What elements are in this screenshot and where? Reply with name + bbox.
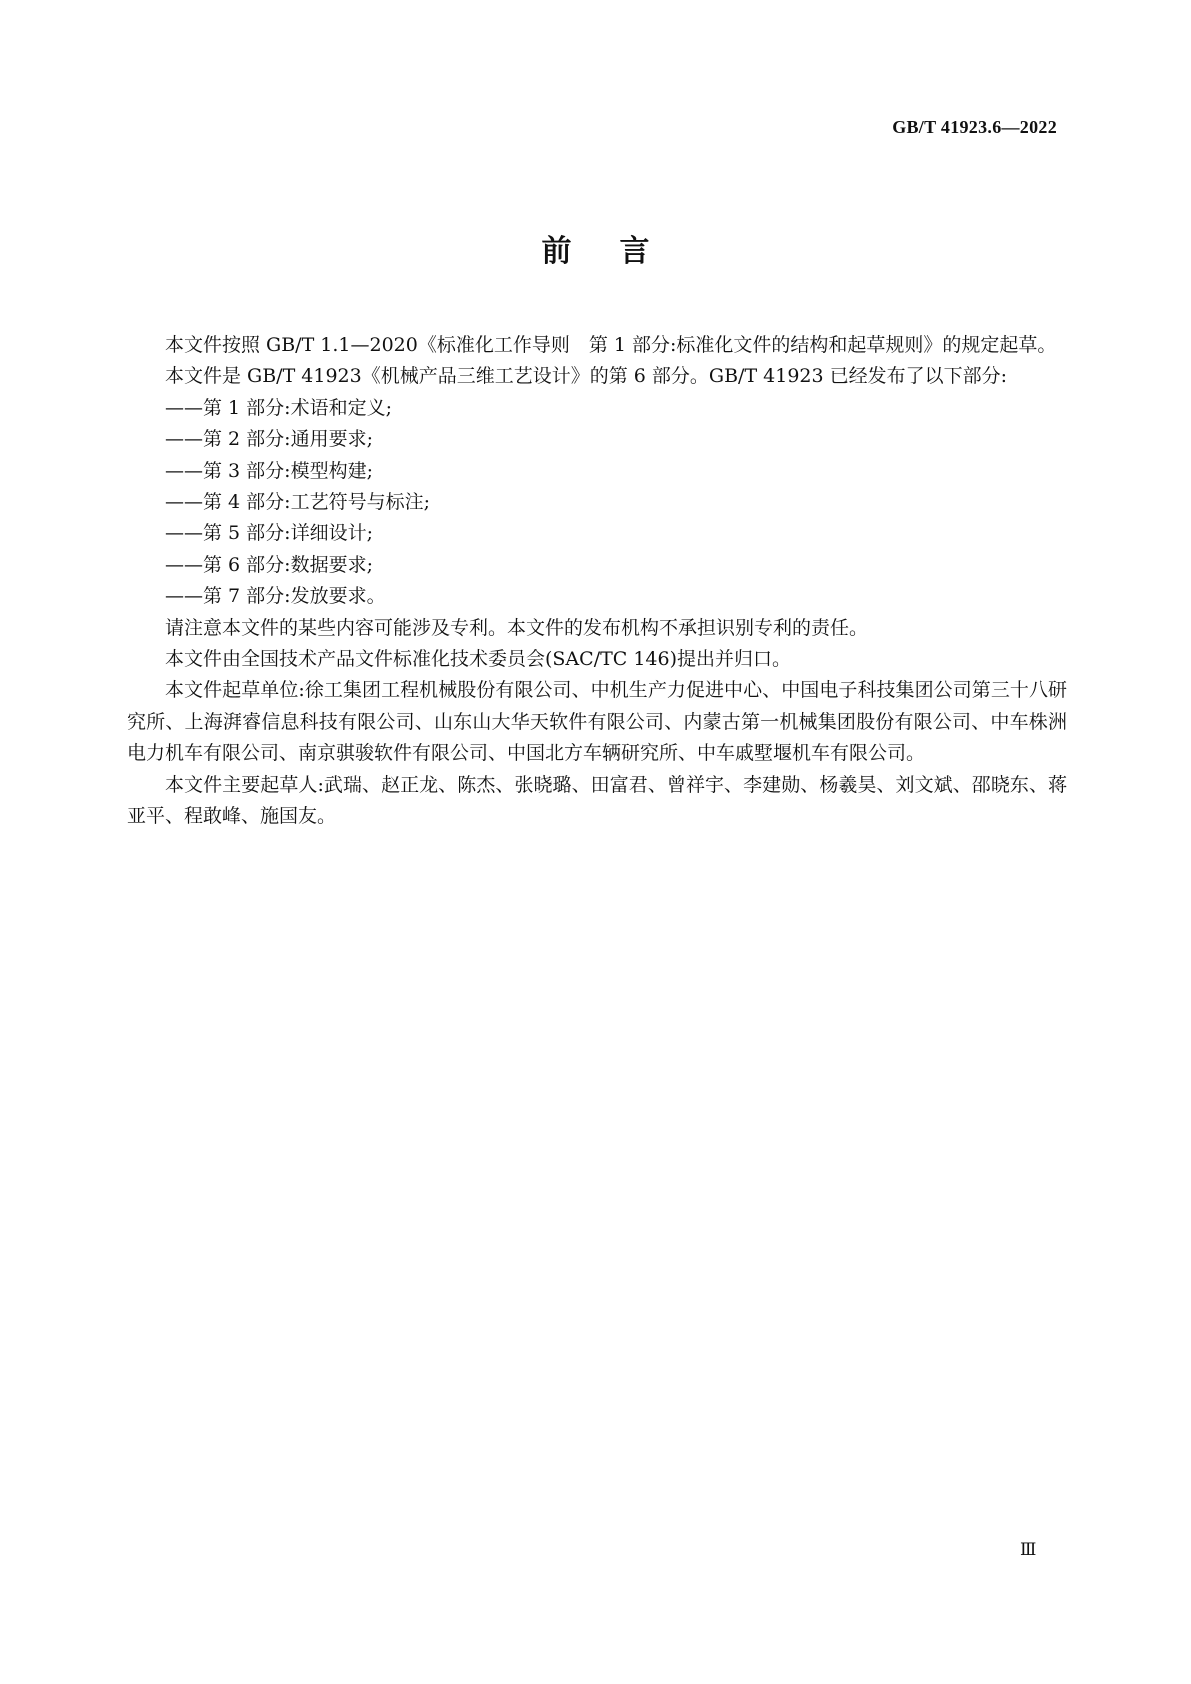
- paragraph-drafting-units: 本文件起草单位:徐工集团工程机械股份有限公司、中机生产力促进中心、中国电子科技集团公司第三十八研究所、上海湃睿信息科技有限公司、山东山大华天软件有限公司、内蒙古第一机械集团股份有限公司、中车株洲电力机车有限公司、南京骐骏软件有限公司、中国北方车辆研究所、中车戚墅堰机车有限公司。: [127, 679, 1067, 765]
- list-item: ——第 3 部分:模型构建;: [165, 459, 373, 482]
- page-title: 前言: [541, 234, 698, 269]
- paragraph-drafting-rules: 本文件按照 GB/T 1.1—2020《标准化工作导则 第 1 部分:标准化文件的结构和起草规则》的规定起草。: [165, 334, 1057, 356]
- paragraph-drafters: 本文件主要起草人:武瑞、赵正龙、陈杰、张晓璐、田富君、曾祥宇、李建勋、杨羲昊、刘文斌、邵晓东、蒋亚平、程敢峰、施国友。: [127, 773, 1067, 828]
- document-body: [127, 330, 1067, 833]
- paragraph-committee: 本文件由全国技术产品文件标准化技术委员会(SAC/TC 146)提出并归口。: [165, 648, 792, 671]
- list-item: ——第 1 部分:术语和定义;: [165, 396, 392, 419]
- document-code: GB/T 41923.6—2022: [892, 117, 1057, 137]
- list-item: ——第 4 部分:工艺符号与标注;: [165, 491, 430, 514]
- paragraph-series-intro: 本文件是 GB/T 41923《机械产品三维工艺设计》的第 6 部分。GB/T 41923 已经发布了以下部分:: [165, 365, 1008, 388]
- list-item: ——第 5 部分:详细设计;: [165, 522, 373, 545]
- list-item: ——第 6 部分:数据要求;: [165, 553, 373, 576]
- list-item: ——第 2 部分:通用要求;: [165, 428, 373, 451]
- paragraph-patent-notice: 请注意本文件的某些内容可能涉及专利。本文件的发布机构不承担识别专利的责任。: [165, 616, 869, 639]
- list-item: ——第 7 部分:发放要求。: [165, 585, 386, 608]
- page-number: Ⅲ: [1020, 1540, 1037, 1559]
